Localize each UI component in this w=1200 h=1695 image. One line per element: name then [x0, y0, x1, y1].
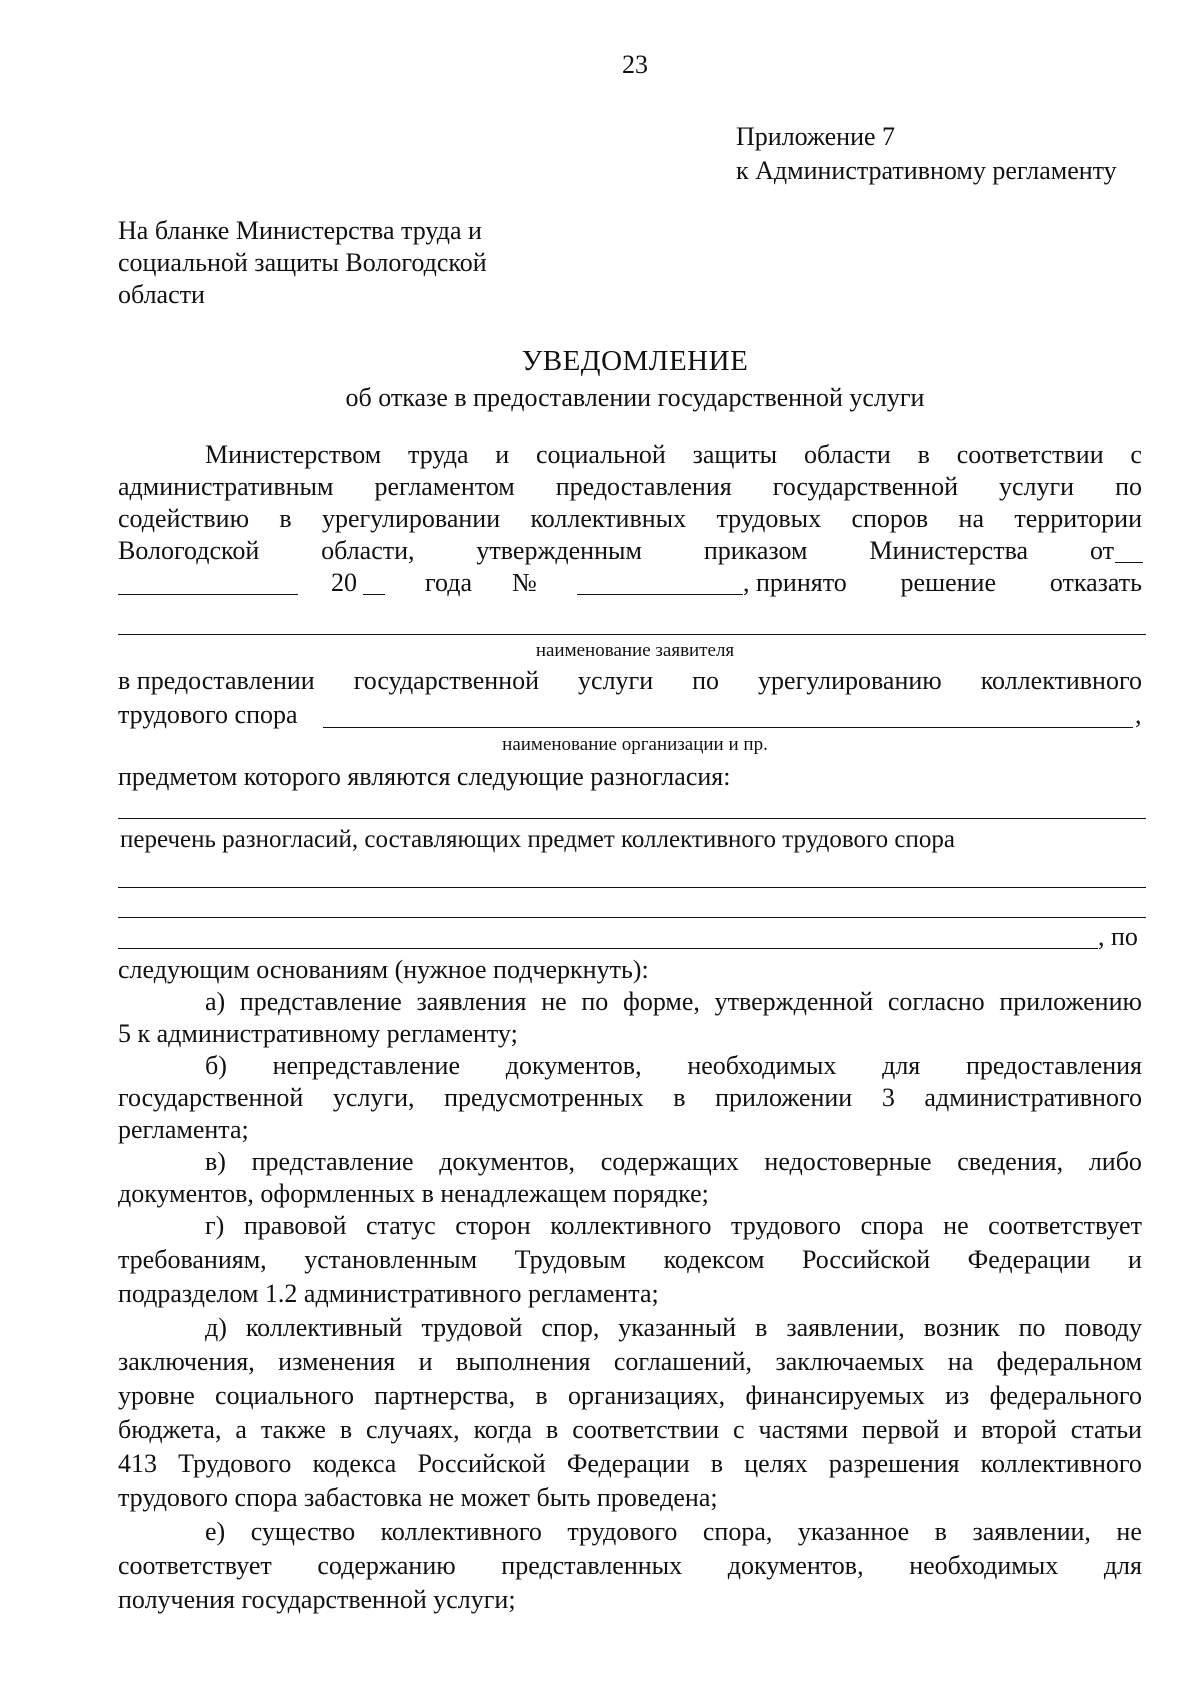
word: а) [205, 987, 226, 1016]
order-day-blank [1115, 562, 1143, 563]
intro-line-5-tail [743, 568, 1142, 598]
word: федеральном [996, 1347, 1142, 1376]
word: соответствует [118, 1551, 272, 1580]
word: Трудового [178, 1449, 292, 1478]
word: и [953, 1415, 968, 1444]
word: содержащих [600, 1147, 739, 1176]
word: представление [251, 1147, 414, 1176]
word: спор, [541, 1313, 600, 1342]
word: услуги [998, 472, 1075, 501]
item-d-line-1 [205, 1313, 1142, 1343]
word: спора [860, 1211, 924, 1240]
item-g-line-1 [205, 1211, 1142, 1241]
word: возник [923, 1313, 1000, 1342]
body-line-2: трудового спора [118, 700, 298, 729]
word: труда [408, 440, 469, 469]
word: на [947, 1347, 974, 1376]
item-b-line-2 [118, 1083, 1142, 1113]
word: в предоставлении [118, 666, 315, 695]
word: заключения, [118, 1347, 255, 1376]
item-e-line-3: получения государственной услуги; [118, 1585, 516, 1614]
word: представление [239, 987, 402, 1016]
item-d-line-4 [118, 1415, 1142, 1445]
word: споров [851, 504, 929, 533]
word: приложении [715, 1083, 853, 1112]
word: выполнения [455, 1347, 591, 1376]
word: в [279, 504, 292, 533]
body-line-1 [118, 666, 1142, 696]
word: соответствии [572, 1415, 720, 1444]
word: бюджета, [118, 1415, 222, 1444]
disagreements-blank-1 [118, 818, 1146, 819]
item-d-line-3 [118, 1381, 1142, 1411]
word: д) [205, 1313, 227, 1342]
word: в [710, 1449, 724, 1478]
disagreements-caption: перечень разногласий, составляющих предмет коллективного трудового спора [120, 826, 955, 853]
word: трудового [567, 1517, 678, 1546]
word: а [235, 1415, 247, 1444]
order-date-blank [118, 594, 298, 595]
word: статьи [1070, 1415, 1142, 1444]
word: в [535, 1381, 548, 1410]
word: е) [205, 1517, 226, 1546]
appendix-label: Приложение 7 [736, 122, 896, 151]
word: 413 [118, 1449, 157, 1478]
intro-line-4 [118, 536, 1114, 566]
word: на [958, 504, 984, 533]
order-year-blank [363, 594, 385, 595]
word: Вологодской [118, 536, 260, 565]
order-year-prefix: 20 [331, 568, 357, 597]
word: статус [366, 1211, 436, 1240]
word: Российской [801, 1245, 931, 1274]
word: поводу [1064, 1313, 1142, 1342]
word: утвержденным [476, 536, 642, 565]
word: приложению [999, 987, 1142, 1016]
word: услуги [578, 666, 654, 695]
word: существо [250, 1517, 356, 1546]
word: разрешения [828, 1449, 960, 1478]
organization-name-blank [323, 727, 1133, 728]
word: Российской [417, 1449, 546, 1478]
word: социального [215, 1381, 354, 1410]
word: сторон [455, 1211, 531, 1240]
item-v-line-2: документов, оформленных в ненадлежащем порядке; [118, 1179, 709, 1208]
word: указанное [797, 1517, 910, 1546]
word: государственной [772, 472, 958, 501]
word: указанный [618, 1313, 737, 1342]
word: утвержденной [714, 987, 874, 1016]
word: недостоверные [764, 1147, 932, 1176]
disagreements-blank-4 [118, 948, 1098, 949]
item-a-line-2: 5 к административному регламенту; [118, 1019, 518, 1048]
disagreements-blank-2 [118, 887, 1146, 888]
word: по [1115, 472, 1142, 501]
order-year-word: года [425, 568, 473, 597]
letterhead-line-3: области [118, 280, 205, 309]
word: требованиям, [118, 1245, 267, 1274]
word: документов, [439, 1147, 576, 1176]
word: необходимых [687, 1051, 837, 1080]
word: кодекса [312, 1449, 397, 1478]
word: г) [205, 1211, 225, 1240]
word: целях [744, 1449, 808, 1478]
word: административного [924, 1083, 1142, 1112]
word: Трудовым [514, 1245, 627, 1274]
word: для [882, 1051, 921, 1080]
word: партнерства, [374, 1381, 516, 1410]
word: заявления [416, 987, 527, 1016]
item-d-line-5 [118, 1449, 1142, 1479]
intro-line-2 [118, 472, 1142, 502]
word: соответствует [988, 1211, 1142, 1240]
item-g-line-3: подразделом 1.2 административного регламента; [118, 1279, 659, 1308]
body-line-3: предметом которого являются следующие разногласия: [118, 762, 731, 791]
word: защиты [692, 440, 778, 469]
word: в [755, 1313, 768, 1342]
applicant-caption: наименование заявителя [535, 640, 735, 661]
word: соответствии [956, 440, 1104, 469]
item-v-line-1 [205, 1147, 1142, 1177]
word: трудового [731, 1211, 842, 1240]
word: для [1103, 1551, 1142, 1580]
word: государственной [118, 1083, 304, 1112]
word: организациях, [567, 1381, 726, 1410]
item-e-line-1 [205, 1517, 1142, 1547]
word: коллективного [980, 1449, 1142, 1478]
word: представленных [501, 1551, 683, 1580]
word: приказом [703, 536, 808, 565]
word: отказать [1049, 568, 1142, 597]
word: и [1128, 1245, 1142, 1274]
word: из [945, 1381, 970, 1410]
item-g-line-2 [118, 1245, 1142, 1275]
word: Министерством [205, 440, 382, 469]
word: не [943, 1211, 969, 1240]
word: уровне [118, 1381, 195, 1410]
word: документов, [505, 1051, 642, 1080]
word: либо [1088, 1147, 1142, 1176]
word: кодексом [663, 1245, 765, 1274]
word: федерального [989, 1381, 1142, 1410]
word: частями [758, 1415, 849, 1444]
word: форме, [622, 987, 700, 1016]
word: области [803, 440, 891, 469]
applicant-name-blank [118, 634, 1146, 635]
word: с [1130, 440, 1142, 469]
word: заключаемых [775, 1347, 925, 1376]
item-b-line-3: регламента; [118, 1115, 249, 1144]
word: решение [900, 568, 997, 597]
word: соглашений, [613, 1347, 753, 1376]
word: Федерации [967, 1245, 1091, 1274]
word: установленным [304, 1245, 478, 1274]
word: первой [861, 1415, 940, 1444]
word: заявлении, [786, 1313, 905, 1342]
word: государственной [353, 666, 540, 695]
order-number-sign: № [512, 568, 537, 597]
word: коллективный [245, 1313, 403, 1342]
body-line-2-end: , [1135, 700, 1142, 729]
word: правовой [243, 1211, 347, 1240]
word: также [260, 1415, 326, 1444]
word: по [1018, 1313, 1046, 1342]
word: непредставление [272, 1051, 460, 1080]
organization-caption: наименование организации и пр. [502, 734, 768, 755]
item-d-line-6: трудового спора забастовка не может быть проведена; [118, 1483, 718, 1512]
letterhead-line-1: На бланке Министерства труда и [118, 216, 482, 245]
word: с [733, 1415, 745, 1444]
word: , принято [743, 568, 847, 597]
word: урегулировании [321, 504, 501, 533]
word: сведения, [957, 1147, 1064, 1176]
word: в [934, 1517, 947, 1546]
item-b-line-1 [205, 1051, 1142, 1081]
document-title: УВЕДОМЛЕНИЕ [521, 345, 749, 377]
word: содержанию [317, 1551, 456, 1580]
grounds-intro: следующим основаниям (нужное подчеркнуть): [118, 955, 649, 984]
disagreements-blank-3 [118, 917, 1146, 918]
letterhead-line-2: социальной защиты Вологодской [118, 248, 487, 277]
word: заявлении, [972, 1517, 1091, 1546]
word: трудовой [421, 1313, 523, 1342]
word: спора, [702, 1517, 773, 1546]
document-subtitle: об отказе в предоставлении государственной услуги [345, 383, 925, 412]
word: когда [473, 1415, 533, 1444]
word: 3 [881, 1083, 895, 1112]
intro-line-1 [205, 440, 1142, 470]
word: и [418, 1347, 433, 1376]
word: коллективных [530, 504, 687, 533]
word: урегулированию [758, 666, 942, 695]
order-number-blank [577, 594, 743, 595]
disagreements-line-end: , по [1098, 922, 1138, 951]
word: изменения [278, 1347, 396, 1376]
word: административным [118, 472, 334, 501]
word: согласно [887, 987, 985, 1016]
word: и [495, 440, 510, 469]
word: не [1116, 1517, 1142, 1546]
word: предоставления [555, 472, 732, 501]
item-d-line-2 [118, 1347, 1142, 1377]
word: предоставления [966, 1051, 1142, 1080]
word: социальной [536, 440, 666, 469]
word: в) [205, 1147, 226, 1176]
word: в [673, 1083, 686, 1112]
item-e-line-2 [118, 1551, 1142, 1581]
word: случаях, [366, 1415, 460, 1444]
word: документов, [727, 1551, 864, 1580]
word: Министерства [869, 536, 1029, 565]
word: предусмотренных [444, 1083, 644, 1112]
item-a-line-1 [205, 987, 1142, 1017]
intro-line-3 [118, 504, 1142, 534]
word: области, [321, 536, 415, 565]
word: трудовых [716, 504, 822, 533]
word: регламентом [374, 472, 515, 501]
word: в [917, 440, 930, 469]
word: Федерации [566, 1449, 690, 1478]
word: в [545, 1415, 559, 1444]
word: коллективного [550, 1211, 712, 1240]
word: коллективного [380, 1517, 542, 1546]
word: коллективного [980, 666, 1142, 695]
word: необходимых [909, 1551, 1059, 1580]
appendix-reference: к Административному регламенту [736, 156, 1117, 185]
word: финансируемых [745, 1381, 925, 1410]
word: б) [205, 1051, 227, 1080]
word: территории [1014, 504, 1142, 533]
word: по [581, 987, 609, 1016]
word: по [692, 666, 720, 695]
word: услуги, [332, 1083, 415, 1112]
word: второй [981, 1415, 1057, 1444]
page-number: 23 [622, 50, 648, 79]
word: не [541, 987, 567, 1016]
word: в [339, 1415, 353, 1444]
word: содействию [118, 504, 249, 533]
word: от [1089, 536, 1114, 565]
